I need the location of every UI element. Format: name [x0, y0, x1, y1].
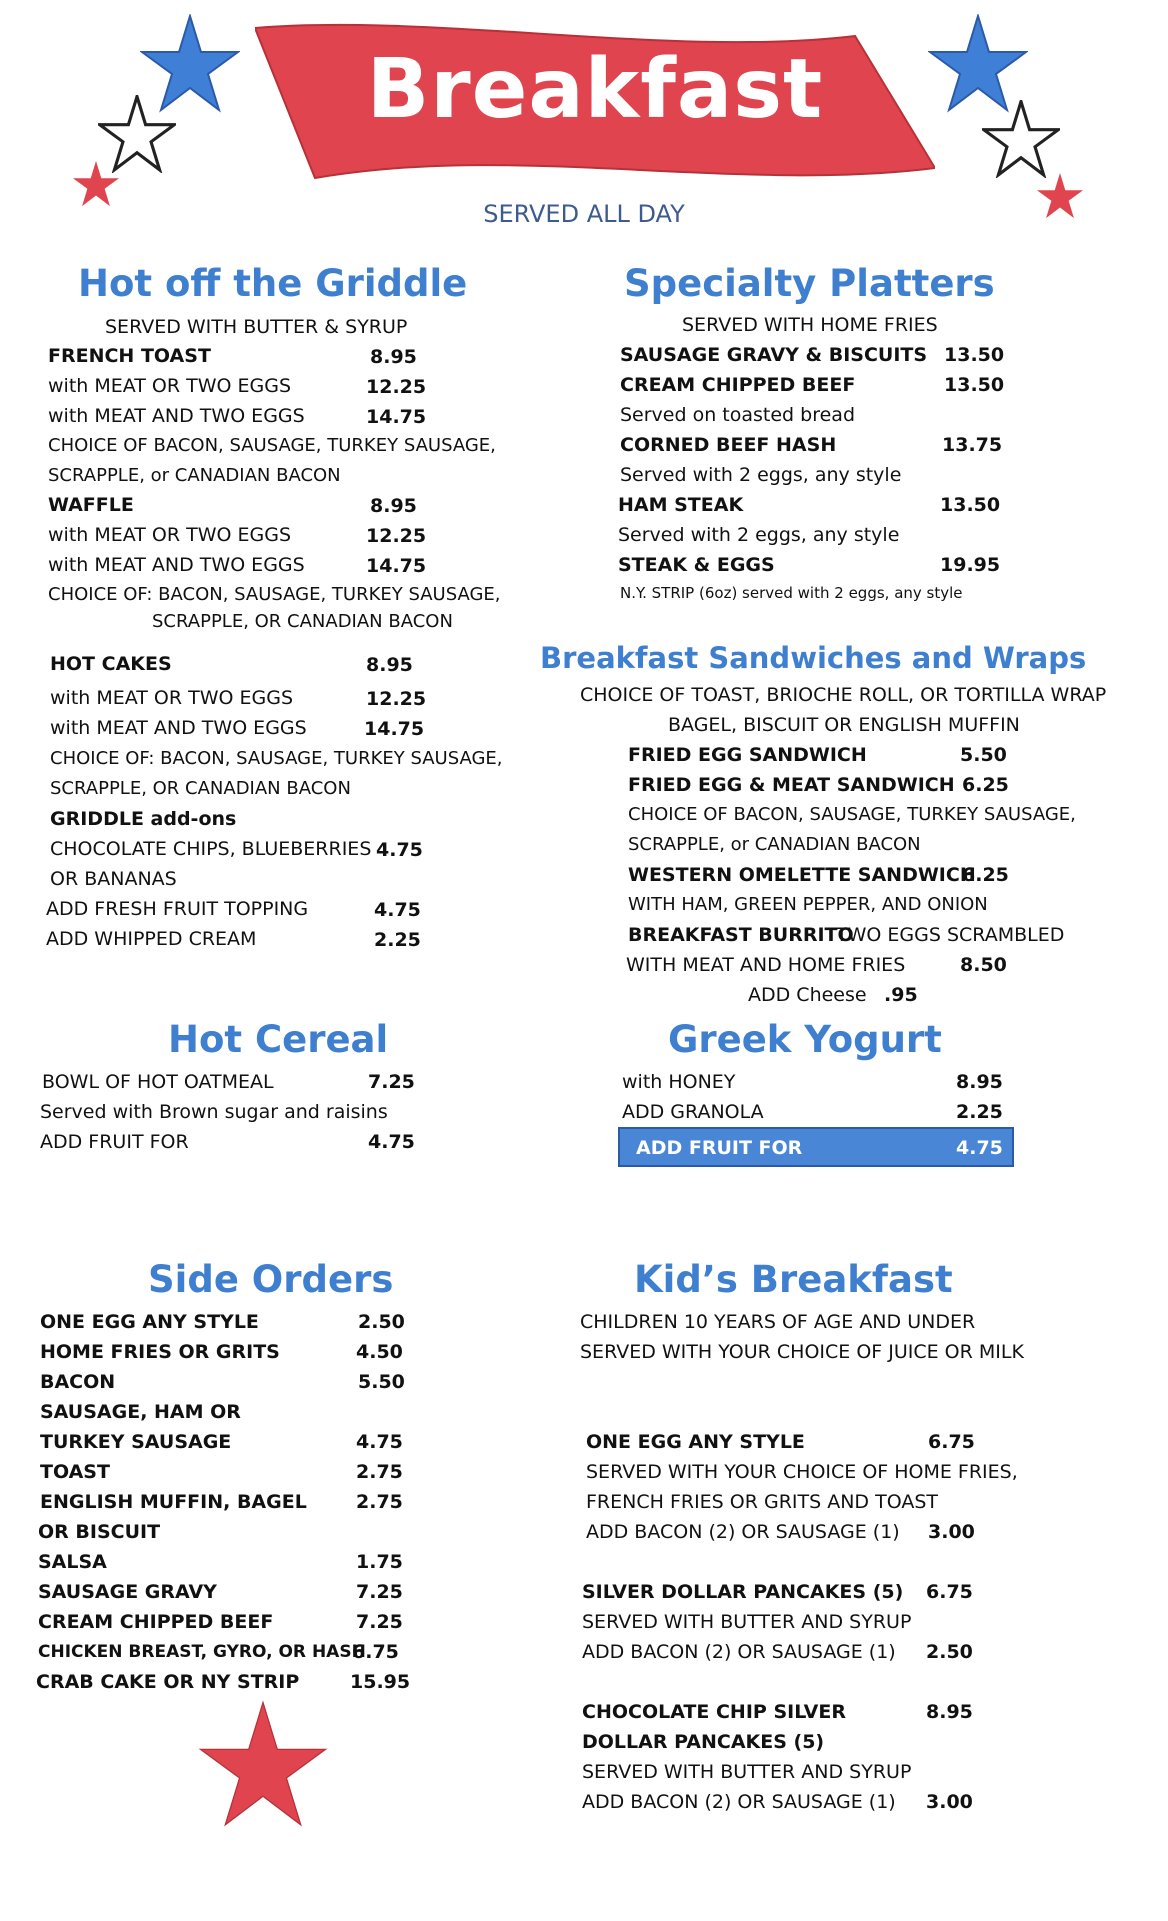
menu-item-price: 5.50: [358, 1371, 405, 1393]
menu-item-name: BACON: [40, 1371, 116, 1393]
menu-item-price: 8.50: [960, 954, 1007, 976]
menu-item-price: 6.25: [962, 774, 1009, 796]
menu-item-note: N.Y. STRIP (6oz) served with 2 eggs, any style: [620, 584, 963, 602]
menu-item-name: BOWL OF HOT OATMEAL: [42, 1071, 274, 1093]
menu-item-note: Served on toasted bread: [620, 404, 856, 426]
menu-item-name: DOLLAR PANCAKES (5): [582, 1731, 825, 1753]
menu-item-price: 13.50: [944, 374, 1005, 396]
menu-item-name: with MEAT OR TWO EGGS: [48, 524, 292, 546]
menu-item-name: FRENCH TOAST: [48, 345, 211, 367]
menu-item-note: SERVED WITH YOUR CHOICE OF HOME FRIES,: [586, 1461, 1018, 1483]
menu-item-name: ADD Cheese: [748, 984, 867, 1006]
menu-item-note: SERVED WITH BUTTER AND SYRUP: [582, 1761, 912, 1783]
menu-item-name: ONE EGG ANY STYLE: [40, 1311, 259, 1333]
menu-item-name: TOAST: [40, 1461, 110, 1483]
menu-item-note: SCRAPPLE, OR CANADIAN BACON: [50, 778, 351, 799]
section-heading-cereal: Hot Cereal: [168, 1018, 389, 1061]
menu-item-note: WITH HAM, GREEN PEPPER, AND ONION: [628, 894, 988, 915]
menu-item-name: SAUSAGE, HAM OR: [40, 1401, 241, 1423]
white-star-icon: [982, 100, 1060, 178]
menu-item-price: 13.50: [944, 344, 1005, 366]
menu-item-price: 4.75: [376, 839, 423, 861]
addons-title: GRIDDLE add-ons: [50, 808, 237, 830]
menu-item-price: 6.75: [352, 1641, 399, 1663]
menu-item-name: with MEAT AND TWO EGGS: [50, 717, 307, 739]
section-heading-platters: Specialty Platters: [624, 262, 995, 305]
menu-item-price: 14.75: [364, 718, 425, 740]
section-heading-yogurt: Greek Yogurt: [668, 1018, 942, 1061]
section-heading-griddle: Hot off the Griddle: [78, 262, 468, 305]
menu-item-name: CHICKEN BREAST, GYRO, OR HASH: [38, 1642, 366, 1662]
menu-item-name: ADD WHIPPED CREAM: [46, 928, 257, 950]
menu-item-name: ADD FRUIT FOR: [40, 1131, 189, 1153]
menu-item-price: 5.50: [960, 744, 1007, 766]
menu-item-note: SCRAPPLE, or CANADIAN BACON: [628, 834, 921, 855]
menu-item-name: with MEAT OR TWO EGGS: [48, 375, 292, 397]
menu-item-note: SERVED WITH BUTTER AND SYRUP: [582, 1611, 912, 1633]
menu-item-name: OR BISCUIT: [38, 1521, 161, 1543]
menu-item-price: .95: [884, 984, 918, 1006]
menu-item-price: 7.25: [368, 1071, 415, 1093]
menu-item-note: SCRAPPLE, OR CANADIAN BACON: [152, 611, 453, 632]
menu-item-price: 4.75: [368, 1131, 415, 1153]
menu-item-name: WESTERN OMELETTE SANDWICH: [628, 864, 976, 886]
menu-item-name: ADD GRANOLA: [622, 1101, 764, 1123]
section-note: CHOICE OF TOAST, BRIOCHE ROLL, OR TORTILLA WRAP: [580, 684, 1107, 706]
menu-item-name: with MEAT OR TWO EGGS: [50, 687, 294, 709]
menu-item-price: 8.95: [366, 654, 413, 676]
menu-item-price: 12.25: [366, 525, 427, 547]
menu-item-name: TURKEY SAUSAGE: [40, 1431, 232, 1453]
menu-item-price: 8.95: [956, 1071, 1003, 1093]
menu-item-price: 2.75: [356, 1461, 403, 1483]
menu-item-price: 12.25: [366, 688, 427, 710]
menu-item-price: 7.25: [356, 1581, 403, 1603]
menu-item-price: 3.00: [928, 1521, 975, 1543]
menu-item-name: with HONEY: [622, 1071, 736, 1093]
menu-item-name: with MEAT AND TWO EGGS: [48, 405, 305, 427]
menu-item-note: Served with Brown sugar and raisins: [40, 1101, 388, 1123]
menu-item-price: 15.95: [350, 1671, 411, 1693]
menu-item-note: Served with 2 eggs, any style: [618, 524, 900, 546]
menu-item-price: 3.00: [926, 1791, 973, 1813]
menu-item-price: 8.95: [370, 346, 417, 368]
menu-item-name: CRAB CAKE OR NY STRIP: [36, 1671, 300, 1693]
menu-item-name: FRIED EGG SANDWICH: [628, 744, 867, 766]
menu-item-name: FRIED EGG & MEAT SANDWICH: [628, 774, 955, 796]
section-heading-sides: Side Orders: [148, 1258, 394, 1301]
menu-item-note: FRENCH FRIES OR GRITS AND TOAST: [586, 1491, 938, 1513]
menu-item-name: ADD FRUIT FOR: [636, 1137, 803, 1159]
menu-item-name: ADD BACON (2) OR SAUSAGE (1): [586, 1521, 900, 1543]
menu-item-price: 12.25: [366, 376, 427, 398]
menu-item-name: ADD FRESH FRUIT TOPPING: [46, 898, 309, 920]
menu-item-price: 2.75: [356, 1491, 403, 1513]
menu-title: Breakfast: [366, 42, 824, 137]
menu-item-price: 14.75: [366, 406, 427, 428]
menu-item-price: 8.95: [370, 495, 417, 517]
section-note: SERVED WITH BUTTER & SYRUP: [105, 316, 408, 338]
menu-item-price: 14.75: [366, 555, 427, 577]
menu-item-price: 6.25: [962, 864, 1009, 886]
menu-item-price: 19.95: [940, 554, 1001, 576]
menu-item-price: 2.25: [374, 929, 421, 951]
menu-item-note: OR BANANAS: [50, 868, 177, 890]
menu-item-name: HOT CAKES: [50, 653, 172, 675]
menu-item-name: SAUSAGE GRAVY & BISCUITS: [620, 344, 928, 366]
section-note: BAGEL, BISCUIT OR ENGLISH MUFFIN: [668, 714, 1020, 736]
menu-item-name: CHOCOLATE CHIP SILVER: [582, 1701, 846, 1723]
menu-item-name: ADD BACON (2) OR SAUSAGE (1): [582, 1791, 896, 1813]
menu-item-price: 2.50: [358, 1311, 405, 1333]
menu-item-price: 4.75: [956, 1137, 1003, 1159]
menu-item-note: Served with 2 eggs, any style: [620, 464, 902, 486]
section-note: CHILDREN 10 YEARS OF AGE AND UNDER: [580, 1311, 976, 1333]
red-star-icon: [195, 1700, 331, 1830]
menu-item-price: 6.75: [928, 1431, 975, 1453]
menu-item-name: SALSA: [38, 1551, 107, 1573]
menu-item-name: HOME FRIES OR GRITS: [40, 1341, 280, 1363]
section-heading-kids: Kid’s Breakfast: [634, 1258, 953, 1301]
menu-item-price: 4.75: [356, 1431, 403, 1453]
menu-item-price: 6.75: [926, 1581, 973, 1603]
menu-item-note: CHOICE OF BACON, SAUSAGE, TURKEY SAUSAGE,: [48, 435, 496, 456]
menu-item-name: CORNED BEEF HASH: [620, 434, 837, 456]
menu-item-note: CHOICE OF: BACON, SAUSAGE, TURKEY SAUSAGE,: [48, 584, 501, 605]
menu-item-name: BREAKFAST BURRITO: [628, 924, 854, 946]
menu-item-price: 2.25: [956, 1101, 1003, 1123]
menu-item-name: ONE EGG ANY STYLE: [586, 1431, 805, 1453]
menu-item-name: HAM STEAK: [618, 494, 744, 516]
menu-item-price: 13.75: [942, 434, 1003, 456]
menu-item-name: SILVER DOLLAR PANCAKES (5): [582, 1581, 904, 1603]
menu-item-price: 8.95: [926, 1701, 973, 1723]
menu-item-price: 7.25: [356, 1611, 403, 1633]
served-all-day: SERVED ALL DAY: [483, 200, 685, 228]
menu-item-name: STEAK & EGGS: [618, 554, 775, 576]
menu-item-note: CHOICE OF: BACON, SAUSAGE, TURKEY SAUSAGE,: [50, 748, 503, 769]
menu-item-name: CREAM CHIPPED BEEF: [38, 1611, 274, 1633]
menu-item-price: 4.50: [356, 1341, 403, 1363]
menu-item-name: SAUSAGE GRAVY: [38, 1581, 217, 1603]
menu-item-price: 1.75: [356, 1551, 403, 1573]
menu-item-note: CHOICE OF BACON, SAUSAGE, TURKEY SAUSAGE,: [628, 804, 1076, 825]
menu-item-price: 2.50: [926, 1641, 973, 1663]
menu-item-name: WITH MEAT AND HOME FRIES: [626, 954, 906, 976]
section-heading-sandwiches: Breakfast Sandwiches and Wraps: [540, 641, 1087, 675]
menu-item-name: WAFFLE: [48, 494, 134, 516]
menu-item-name: ENGLISH MUFFIN, BAGEL: [40, 1491, 307, 1513]
menu-item-name: with MEAT AND TWO EGGS: [48, 554, 305, 576]
menu-item-name: CREAM CHIPPED BEEF: [620, 374, 856, 396]
menu-item-note: SCRAPPLE, or CANADIAN BACON: [48, 465, 341, 486]
blue-star-icon: [928, 14, 1028, 114]
menu-item-name: ADD BACON (2) OR SAUSAGE (1): [582, 1641, 896, 1663]
section-note: SERVED WITH HOME FRIES: [682, 314, 938, 336]
menu-item-price: 13.50: [940, 494, 1001, 516]
menu-item-name: CHOCOLATE CHIPS, BLUEBERRIES: [50, 838, 372, 860]
menu-item-note: TWO EGGS SCRAMBLED: [836, 924, 1065, 946]
menu-item-price: 4.75: [374, 899, 421, 921]
section-note: SERVED WITH YOUR CHOICE OF JUICE OR MILK: [580, 1341, 1024, 1363]
